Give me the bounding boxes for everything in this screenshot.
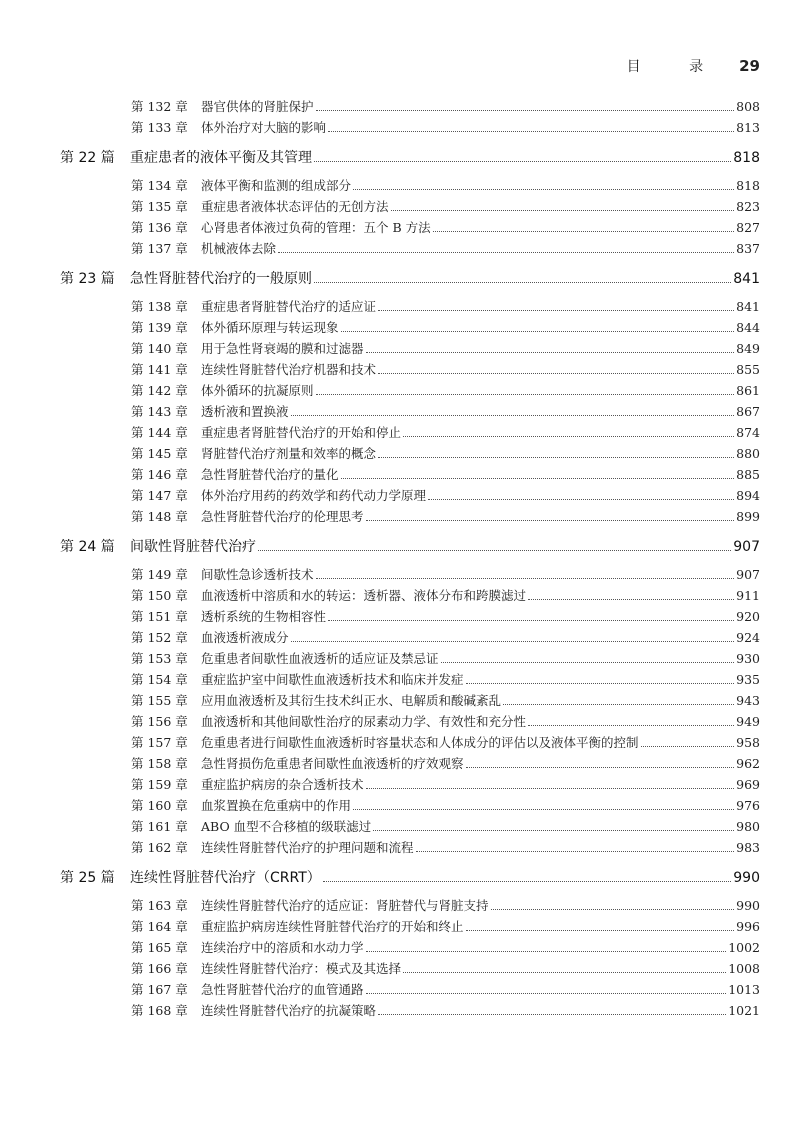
chapter-entry[interactable] bbox=[60, 359, 760, 380]
chapter-number: 第 162 章 bbox=[131, 840, 188, 855]
chapter-page-number: 837 bbox=[736, 241, 760, 256]
chapter-title: 连续性肾脏替代治疗的抗凝策略 bbox=[201, 1003, 377, 1018]
chapter-entry[interactable] bbox=[60, 217, 760, 238]
dot-leader bbox=[366, 788, 735, 789]
chapter-title: 透析液和置换液 bbox=[201, 404, 289, 419]
chapter-page-number: 808 bbox=[736, 99, 760, 114]
dot-leader bbox=[353, 809, 734, 810]
chapter-title: 重症监护室中间歇性血液透析技术和临床并发症 bbox=[201, 672, 464, 687]
chapter-number: 第 149 章 bbox=[131, 567, 188, 582]
chapter-number: 第 139 章 bbox=[131, 320, 188, 335]
chapter-entry[interactable] bbox=[60, 117, 760, 138]
chapter-title: 急性肾损伤危重患者间歇性血液透析的疗效观察 bbox=[201, 756, 464, 771]
chapter-number: 第 135 章 bbox=[131, 199, 188, 214]
dot-leader bbox=[328, 620, 734, 621]
chapter-page-number: 844 bbox=[736, 320, 760, 335]
chapter-entry[interactable] bbox=[60, 774, 760, 795]
chapter-title: 连续性肾脏替代治疗机器和技术 bbox=[201, 362, 377, 377]
part-entry[interactable] bbox=[60, 269, 760, 290]
part-section bbox=[60, 537, 760, 858]
chapter-page-number: 983 bbox=[736, 840, 760, 855]
page-header bbox=[627, 56, 760, 76]
chapter-number: 第 156 章 bbox=[131, 714, 188, 729]
dot-leader bbox=[403, 972, 726, 973]
chapter-entry[interactable] bbox=[60, 979, 760, 1000]
chapter-page-number: 818 bbox=[736, 178, 760, 193]
chapter-number: 第 136 章 bbox=[131, 220, 188, 235]
chapter-page-number: 935 bbox=[736, 672, 760, 687]
chapter-number: 第 150 章 bbox=[131, 588, 188, 603]
dot-leader bbox=[428, 499, 734, 500]
chapter-page-number: 855 bbox=[736, 362, 760, 377]
chapter-page-number: 943 bbox=[736, 693, 760, 708]
chapter-entry[interactable] bbox=[60, 338, 760, 359]
dot-leader bbox=[353, 189, 734, 190]
chapter-number: 第 152 章 bbox=[131, 630, 188, 645]
chapter-entry[interactable] bbox=[60, 443, 760, 464]
dot-leader bbox=[641, 746, 735, 747]
chapter-entry[interactable] bbox=[60, 96, 760, 117]
chapter-title: 重症监护病房连续性肾脏替代治疗的开始和终止 bbox=[201, 919, 464, 934]
chapter-entry[interactable] bbox=[60, 506, 760, 527]
chapter-entry[interactable] bbox=[60, 669, 760, 690]
dot-leader bbox=[291, 641, 735, 642]
dot-leader bbox=[341, 331, 735, 332]
chapter-number: 第 168 章 bbox=[131, 1003, 188, 1018]
chapter-entry[interactable] bbox=[60, 380, 760, 401]
chapter-entry[interactable] bbox=[60, 401, 760, 422]
dot-leader bbox=[491, 909, 735, 910]
chapter-number: 第 137 章 bbox=[131, 241, 188, 256]
chapter-entry[interactable] bbox=[60, 317, 760, 338]
chapter-title: 血液透析和其他间歇性治疗的尿素动力学、有效性和充分性 bbox=[201, 714, 527, 729]
chapter-title: 体外治疗对大脑的影响 bbox=[201, 120, 327, 135]
chapter-page-number: 920 bbox=[736, 609, 760, 624]
chapter-title: 急性肾脏替代治疗的量化 bbox=[201, 467, 339, 482]
chapter-page-number: 823 bbox=[736, 199, 760, 214]
part-number: 第 25 篇 bbox=[60, 870, 115, 886]
chapter-entry[interactable] bbox=[60, 795, 760, 816]
header-title: 目 录 bbox=[626, 59, 726, 75]
dot-leader bbox=[466, 683, 735, 684]
dot-leader bbox=[416, 851, 735, 852]
chapter-title: 透析系统的生物相容性 bbox=[201, 609, 327, 624]
chapter-title: 体外循环原理与转运现象 bbox=[201, 320, 339, 335]
part-page-number: 841 bbox=[733, 271, 760, 287]
chapter-number: 第 148 章 bbox=[131, 509, 188, 524]
chapter-title: 重症监护病房的杂合透析技术 bbox=[201, 777, 364, 792]
part-number: 第 24 篇 bbox=[60, 539, 115, 555]
chapter-entry[interactable] bbox=[60, 732, 760, 753]
dot-leader bbox=[366, 352, 735, 353]
dot-leader bbox=[503, 704, 734, 705]
dot-leader bbox=[323, 881, 732, 882]
part-section bbox=[60, 269, 760, 527]
part-title: 连续性肾脏替代治疗（CRRT） bbox=[130, 870, 321, 886]
dot-leader bbox=[466, 767, 735, 768]
dot-leader bbox=[278, 252, 734, 253]
chapter-page-number: 962 bbox=[736, 756, 760, 771]
chapter-title: 重症患者肾脏替代治疗的适应证 bbox=[201, 299, 377, 314]
chapter-title: 危重患者进行间歇性血液透析时容量状态和人体成分的评估以及液体平衡的控制 bbox=[201, 735, 639, 750]
chapter-number: 第 160 章 bbox=[131, 798, 188, 813]
dot-leader bbox=[316, 394, 735, 395]
part-entry[interactable] bbox=[60, 148, 760, 169]
dot-leader bbox=[378, 1014, 726, 1015]
chapter-page-number: 958 bbox=[736, 735, 760, 750]
chapter-entry[interactable] bbox=[60, 690, 760, 711]
chapter-title: 连续治疗中的溶质和水动力学 bbox=[201, 940, 364, 955]
chapter-page-number: 867 bbox=[736, 404, 760, 419]
part-page-number: 990 bbox=[733, 870, 760, 886]
chapter-number: 第 142 章 bbox=[131, 383, 188, 398]
part-entry[interactable] bbox=[60, 537, 760, 558]
chapter-entry[interactable] bbox=[60, 958, 760, 979]
chapter-entry[interactable] bbox=[60, 753, 760, 774]
chapter-page-number: 841 bbox=[736, 299, 760, 314]
chapter-title: 间歇性急诊透析技术 bbox=[201, 567, 314, 582]
dot-leader bbox=[341, 478, 735, 479]
chapter-title: 用于急性肾衰竭的膜和过滤器 bbox=[201, 341, 364, 356]
chapter-entry[interactable] bbox=[60, 485, 760, 506]
dot-leader bbox=[378, 457, 734, 458]
chapter-page-number: 849 bbox=[736, 341, 760, 356]
chapter-page-number: 899 bbox=[736, 509, 760, 524]
chapter-entry[interactable] bbox=[60, 464, 760, 485]
chapter-page-number: 1013 bbox=[728, 982, 760, 997]
dot-leader bbox=[433, 231, 735, 232]
part-number: 第 23 篇 bbox=[60, 271, 115, 287]
chapter-entry[interactable] bbox=[60, 937, 760, 958]
chapter-entry[interactable] bbox=[60, 422, 760, 443]
chapter-number: 第 146 章 bbox=[131, 467, 188, 482]
dot-leader bbox=[366, 951, 727, 952]
chapter-number: 第 140 章 bbox=[131, 341, 188, 356]
chapter-page-number: 894 bbox=[736, 488, 760, 503]
chapter-page-number: 1021 bbox=[728, 1003, 760, 1018]
chapter-number: 第 163 章 bbox=[131, 898, 188, 913]
dot-leader bbox=[441, 662, 735, 663]
dot-leader bbox=[378, 310, 734, 311]
chapter-entry[interactable] bbox=[60, 837, 760, 858]
chapter-page-number: 911 bbox=[736, 588, 760, 603]
chapter-page-number: 813 bbox=[736, 120, 760, 135]
chapter-title: 重症患者液体状态评估的无创方法 bbox=[201, 199, 389, 214]
dot-leader bbox=[378, 373, 734, 374]
chapter-title: 机械液体去除 bbox=[201, 241, 277, 256]
dot-leader bbox=[258, 550, 731, 551]
chapter-entry[interactable] bbox=[60, 895, 760, 916]
chapter-title: ABO 血型不合移植的级联滤过 bbox=[201, 819, 372, 834]
chapter-number: 第 155 章 bbox=[131, 693, 188, 708]
chapter-number: 第 141 章 bbox=[131, 362, 188, 377]
chapter-title: 体外治疗用药的药效学和药代动力学原理 bbox=[201, 488, 427, 503]
chapter-entry[interactable] bbox=[60, 606, 760, 627]
continued-chapters bbox=[60, 96, 760, 138]
chapter-page-number: 1008 bbox=[728, 961, 760, 976]
chapter-number: 第 159 章 bbox=[131, 777, 188, 792]
dot-leader bbox=[314, 282, 731, 283]
table-of-contents bbox=[60, 96, 760, 1021]
part-title: 急性肾脏替代治疗的一般原则 bbox=[130, 271, 312, 287]
chapter-number: 第 145 章 bbox=[131, 446, 188, 461]
chapter-number: 第 143 章 bbox=[131, 404, 188, 419]
chapter-title: 血液透析中溶质和水的转运：透析器、液体分布和跨膜滤过 bbox=[201, 588, 527, 603]
chapter-page-number: 930 bbox=[736, 651, 760, 666]
part-number: 第 22 篇 bbox=[60, 150, 115, 166]
chapter-number: 第 164 章 bbox=[131, 919, 188, 934]
chapter-page-number: 990 bbox=[736, 898, 760, 913]
chapter-page-number: 924 bbox=[736, 630, 760, 645]
part-page-number: 907 bbox=[733, 539, 760, 555]
chapter-title: 液体平衡和监测的组成部分 bbox=[201, 178, 352, 193]
chapter-entry[interactable] bbox=[60, 816, 760, 837]
chapter-entry[interactable] bbox=[60, 296, 760, 317]
chapter-title: 连续性肾脏替代治疗：模式及其选择 bbox=[201, 961, 402, 976]
chapter-number: 第 167 章 bbox=[131, 982, 188, 997]
chapter-title: 重症患者肾脏替代治疗的开始和停止 bbox=[201, 425, 402, 440]
chapter-page-number: 949 bbox=[736, 714, 760, 729]
chapter-entry[interactable] bbox=[60, 175, 760, 196]
dot-leader bbox=[528, 599, 734, 600]
chapter-page-number: 874 bbox=[736, 425, 760, 440]
chapter-page-number: 976 bbox=[736, 798, 760, 813]
dot-leader bbox=[366, 520, 735, 521]
chapter-number: 第 154 章 bbox=[131, 672, 188, 687]
chapter-number: 第 158 章 bbox=[131, 756, 188, 771]
dot-leader bbox=[366, 993, 727, 994]
chapter-page-number: 996 bbox=[736, 919, 760, 934]
dot-leader bbox=[403, 436, 734, 437]
chapter-entry[interactable] bbox=[60, 711, 760, 732]
chapter-title: 连续性肾脏替代治疗的护理问题和流程 bbox=[201, 840, 414, 855]
chapter-title: 体外循环的抗凝原则 bbox=[201, 383, 314, 398]
chapter-entry[interactable] bbox=[60, 238, 760, 259]
dot-leader bbox=[373, 830, 734, 831]
chapter-entry[interactable] bbox=[60, 564, 760, 585]
chapter-number: 第 134 章 bbox=[131, 178, 188, 193]
dot-leader bbox=[328, 131, 734, 132]
dot-leader bbox=[291, 415, 735, 416]
chapter-number: 第 153 章 bbox=[131, 651, 188, 666]
chapter-number: 第 166 章 bbox=[131, 961, 188, 976]
dot-leader bbox=[314, 161, 731, 162]
chapter-entry[interactable] bbox=[60, 648, 760, 669]
part-section bbox=[60, 148, 760, 259]
chapter-title: 肾脏替代治疗剂量和效率的概念 bbox=[201, 446, 377, 461]
chapter-number: 第 165 章 bbox=[131, 940, 188, 955]
dot-leader bbox=[528, 725, 734, 726]
dot-leader bbox=[466, 930, 735, 931]
chapter-page-number: 861 bbox=[736, 383, 760, 398]
chapter-title: 器官供体的肾脏保护 bbox=[201, 99, 314, 114]
part-title: 间歇性肾脏替代治疗 bbox=[130, 539, 256, 555]
chapter-entry[interactable] bbox=[60, 1000, 760, 1021]
dot-leader bbox=[391, 210, 735, 211]
chapter-title: 急性肾脏替代治疗的伦理思考 bbox=[201, 509, 364, 524]
chapter-title: 心肾患者体液过负荷的管理：五个 B 方法 bbox=[201, 220, 431, 235]
chapter-entry[interactable] bbox=[60, 916, 760, 937]
chapter-title: 急性肾脏替代治疗的血管通路 bbox=[201, 982, 364, 997]
chapter-number: 第 147 章 bbox=[131, 488, 188, 503]
chapter-number: 第 151 章 bbox=[131, 609, 188, 624]
chapter-title: 血浆置换在危重病中的作用 bbox=[201, 798, 352, 813]
chapter-page-number: 980 bbox=[736, 819, 760, 834]
chapter-page-number: 969 bbox=[736, 777, 760, 792]
chapter-title: 应用血液透析及其衍生技术纠正水、电解质和酸碱紊乱 bbox=[201, 693, 502, 708]
part-section bbox=[60, 868, 760, 1021]
chapter-entry[interactable] bbox=[60, 585, 760, 606]
chapter-entry[interactable] bbox=[60, 196, 760, 217]
chapter-number: 第 144 章 bbox=[131, 425, 188, 440]
part-title: 重症患者的液体平衡及其管理 bbox=[130, 150, 312, 166]
chapter-page-number: 880 bbox=[736, 446, 760, 461]
header-page-number: 29 bbox=[739, 57, 760, 75]
part-page-number: 818 bbox=[733, 150, 760, 166]
chapter-entry[interactable] bbox=[60, 627, 760, 648]
part-entry[interactable] bbox=[60, 868, 760, 889]
chapter-page-number: 1002 bbox=[728, 940, 760, 955]
dot-leader bbox=[316, 578, 735, 579]
chapter-page-number: 827 bbox=[736, 220, 760, 235]
chapter-title: 危重患者间歇性血液透析的适应证及禁忌证 bbox=[201, 651, 439, 666]
chapter-number: 第 133 章 bbox=[131, 120, 188, 135]
chapter-title: 连续性肾脏替代治疗的适应证：肾脏替代与肾脏支持 bbox=[201, 898, 489, 913]
chapter-title: 血液透析液成分 bbox=[201, 630, 289, 645]
chapter-page-number: 885 bbox=[736, 467, 760, 482]
chapter-number: 第 161 章 bbox=[131, 819, 188, 834]
chapter-number: 第 132 章 bbox=[131, 99, 188, 114]
chapter-number: 第 157 章 bbox=[131, 735, 188, 750]
chapter-page-number: 907 bbox=[736, 567, 760, 582]
chapter-number: 第 138 章 bbox=[131, 299, 188, 314]
dot-leader bbox=[316, 110, 735, 111]
